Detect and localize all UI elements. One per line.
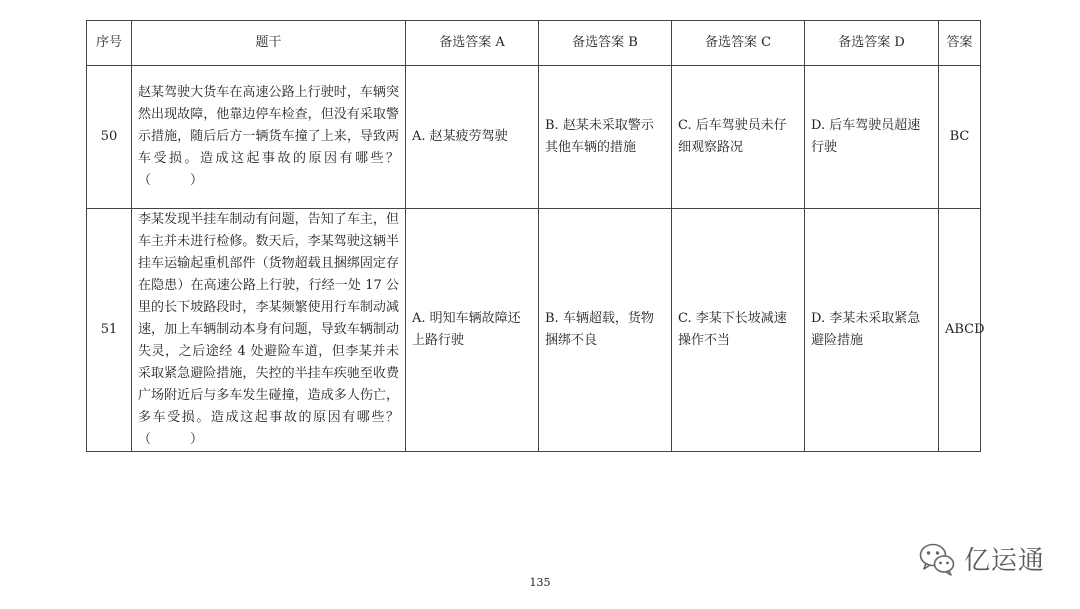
option-b: B. 赵某未采取警示其他车辆的措施 bbox=[539, 66, 672, 209]
option-c: C. 后车驾驶员未仔细观察路况 bbox=[672, 66, 805, 209]
watermark bbox=[918, 540, 1045, 577]
watermark-text: 亿运通 bbox=[964, 546, 1046, 576]
header-option-a: 备选答案 A bbox=[406, 21, 539, 66]
header-stem: 题干 bbox=[132, 21, 406, 66]
option-b: B. 车辆超载，货物捆绑不良 bbox=[539, 209, 672, 452]
option-d: D. 李某未采取紧急避险措施 bbox=[805, 209, 939, 452]
question-number: 51 bbox=[87, 209, 132, 452]
option-a: A. 赵某疲劳驾驶 bbox=[406, 66, 539, 209]
question-stem: 赵某驾驶大货车在高速公路上行驶时，车辆突然出现故障，他靠边停车检查，但没有采取警示措施，随后后方一辆货车撞了上来，导致两车受损。造成这起事故的原因有哪些？（ ） bbox=[132, 66, 406, 209]
question-table bbox=[86, 20, 985, 452]
answer: ABCD bbox=[939, 209, 981, 452]
option-a: A. 明知车辆故障还上路行驶 bbox=[406, 209, 539, 452]
header-option-d: 备选答案 D bbox=[805, 21, 939, 66]
header-answer: 答案 bbox=[939, 21, 981, 66]
page-number: 135 bbox=[529, 576, 551, 589]
wechat-icon bbox=[918, 542, 956, 576]
table-row bbox=[87, 209, 981, 452]
header-number: 序号 bbox=[87, 21, 132, 66]
table-row bbox=[87, 66, 981, 209]
option-c: C. 李某下长坡减速操作不当 bbox=[672, 209, 805, 452]
question-number: 50 bbox=[87, 66, 132, 209]
header-option-b: 备选答案 B bbox=[539, 21, 672, 66]
option-d: D. 后车驾驶员超速行驶 bbox=[805, 66, 939, 209]
header-row bbox=[87, 21, 981, 66]
question-stem: 李某发现半挂车制动有问题，告知了车主，但车主并未进行检修。数天后，李某驾驶这辆半挂车运输起重机部件（货物超载且捆绑固定存在隐患）在高速公路上行驶，行经一处 17 公里的长下坡路段时，李某频繁使用行车制动减速，加上车辆制动本身有问题，导致车辆制动失灵，之后途经 4 处避险车道，但李某并未采取紧急避险措施，失控的半挂车疾驰至收费广场附近后与多车发生碰撞，造成多人伤亡，多车受损。造成这起事故的原因有哪些？（ ） bbox=[132, 209, 406, 452]
header-option-c: 备选答案 C bbox=[672, 21, 805, 66]
answer: BC bbox=[939, 66, 981, 209]
